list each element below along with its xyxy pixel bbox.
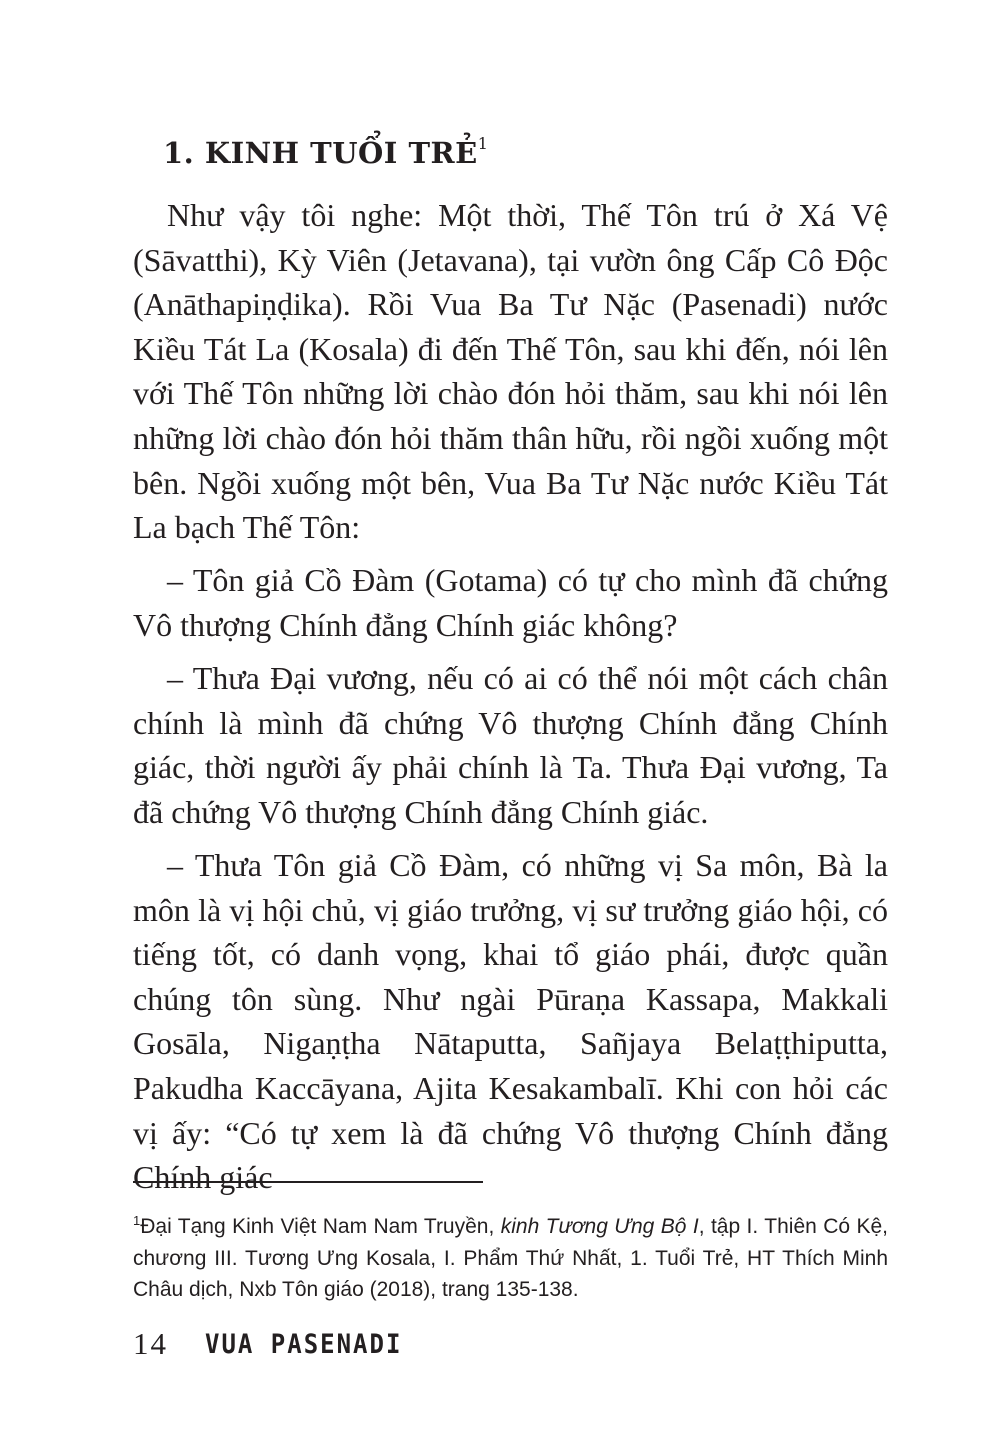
page-number: 14 (133, 1326, 168, 1361)
body-text (133, 656, 888, 834)
paragraph-opening: Như vậy tôi nghe: Một thời, Thế Tôn trú ở Xá Vệ (Sāvatthi), Kỳ Viên (Jetavana), tại vườn ông Cấp Cô Độc (Anāthapiṇḍika). Rồi Vua Ba Tư Nặc (Pasenadi) nước Kiều Tát La (Kosala) đi đến Thế Tôn, sau khi đến, nói lên với Thế Tôn những lời chào đón hỏi thăm, sau khi nói lên những lời chào đón hỏi thăm thân hữu, rồi ngồi xuống một bên. Ngồi xuống một bên, Vua Ba Tư Nặc nước Kiều Tát La bạch Thế Tôn: (133, 197, 888, 546)
paragraph-buddha-answer: – Thưa Đại vương, nếu có ai có thể nói một cách chân chính là mình đã chứng Vô thượng Chính đẳng Chính giác, thời người ấy phải chính là Ta. Thưa Đại vương, Ta đã chứng Vô thượng Chính đẳng Chính giác. (133, 660, 888, 830)
paragraph-king-question: – Tôn giả Cồ Đàm (Gotama) có tự cho mình đã chứng Vô thượng Chính đẳng Chính giác không? (133, 562, 888, 643)
footnote (133, 1205, 888, 1306)
footnote-text-before: Đại Tạng Kinh Việt Nam Nam Truyền, (140, 1215, 501, 1238)
footnote-text-after: , tập I. Thiên Có Kệ, chương III. Tương Ưng Kosala, I. Phẩm Thứ Nhất, 1. Tuổi Trẻ, HT Thích Minh Châu dịch, Nxb Tôn giáo (2018), trang 135-138. (133, 1215, 889, 1301)
body-text (133, 193, 888, 550)
body-text (133, 843, 888, 1200)
footnote-mark: 1 (133, 1213, 141, 1228)
footnote-divider (133, 1181, 483, 1183)
footnote-italic-title: kinh Tương Ưng Bộ I (500, 1215, 699, 1238)
chapter-title: 1. KINH TUỔI TRẺ (163, 136, 478, 170)
body-text (133, 558, 888, 647)
paragraph-king-followup: – Thưa Tôn giả Cồ Đàm, có những vị Sa môn, Bà la môn là vị hội chủ, vị giáo trưởng, vị sư trưởng giáo hội, có tiếng tốt, có danh vọng, khai tổ giáo phái, được quần chúng tôn sùng. Như ngài Pūraṇa Kassapa, Makkali Gosāla, Nigaṇṭha Nātaputta, Sañjaya Belaṭṭhiputta, Pakudha Kaccāyana, Ajita Kesakambalī. Khi con hỏi các vị ấy: “Có tự xem là đã chứng Vô thượng Chính đẳng Chính giác (133, 847, 888, 1196)
heading-footnote-mark: 1 (477, 134, 489, 153)
chapter-heading (163, 134, 488, 170)
running-title: VUA PASENADI (205, 1328, 403, 1360)
